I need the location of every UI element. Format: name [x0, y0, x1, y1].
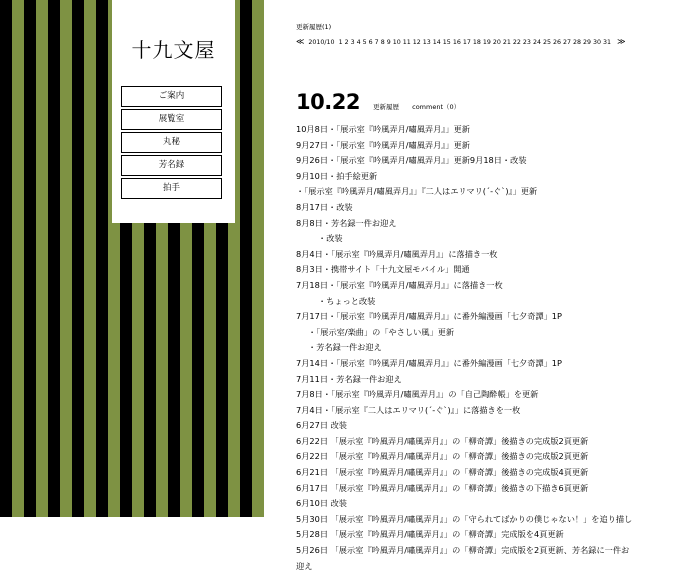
post-category-link[interactable]: 更新履歴: [373, 103, 400, 111]
day-link[interactable]: 30: [593, 39, 602, 46]
nav-month: 2010/10: [308, 39, 335, 46]
menu-item-guide[interactable]: ご案内: [121, 86, 222, 107]
day-link[interactable]: 17: [462, 39, 471, 46]
entry-line: ・芳名録一件お迎え: [308, 342, 382, 353]
entry-line: ・「展示室『吟風弄月/嘯風弄月』」『二人はエリマリ(´-ぐ`)』」更新: [296, 186, 538, 197]
prev-month-link[interactable]: ≪: [296, 37, 305, 46]
date-navigation: [296, 37, 627, 46]
day-link[interactable]: 21: [502, 39, 511, 46]
day-link[interactable]: 5: [362, 39, 367, 46]
day-link[interactable]: 7: [374, 39, 379, 46]
next-month-link[interactable]: ≫: [617, 37, 626, 46]
day-link[interactable]: 18: [472, 39, 481, 46]
day-link[interactable]: 2: [344, 39, 349, 46]
entry-line: 7月18日・「展示室『吟風弄月/嘯風弄月』」に落描き一枚: [296, 279, 503, 290]
menu-item-clap[interactable]: 拍手: [121, 178, 222, 199]
day-link[interactable]: 1: [338, 39, 343, 46]
entry-line: 6月17日 「展示室『吟風弄月/嘯風弄月』」の「柳奇譚」後描きの下描き6頁更新: [296, 482, 589, 493]
entry-line: 6月22日 「展示室『吟風弄月/嘯風弄月』」の「柳奇譚」後描きの完成版2頁更新: [296, 435, 589, 446]
day-link[interactable]: 20: [492, 39, 501, 46]
day-link[interactable]: 31: [603, 39, 612, 46]
entry-line: 9月10日・拍手絵更新: [296, 170, 378, 181]
entry-line: 5月30日 「展示室『吟風弄月/嘯風弄月』」の「守られてばかりの僕じゃない！」を追り描し: [296, 513, 633, 524]
post-comment-link[interactable]: comment（0）: [412, 103, 461, 111]
day-link[interactable]: 26: [552, 39, 561, 46]
entry-line: ・「展示室/楽曲」の「やさしい風」更新: [308, 326, 455, 337]
entry-line: 8月8日・芳名録一件お迎え: [296, 217, 397, 228]
entry-line: 6月22日 「展示室『吟風弄月/嘯風弄月』」の「柳奇譚」後描きの完成版2頁更新: [296, 451, 589, 462]
entry-line: 7月8日・「展示室『吟風弄月/嘯風弄月』」の「自己陶酔帳」を更新: [296, 389, 539, 400]
day-link[interactable]: 9: [386, 39, 391, 46]
entry-line: 9月27日・「展示室『吟風弄月/嘯風弄月』」更新: [296, 139, 470, 150]
site-title: 十九文屋: [131, 38, 216, 62]
day-link[interactable]: 24: [532, 39, 541, 46]
entry-list: [296, 122, 686, 574]
entry-line: 5月26日 「展示室『吟風弄月/嘯風弄月』」の「柳奇譚」完成版を2頁更新、芳名録に一件お: [296, 545, 630, 556]
day-link[interactable]: 6: [368, 39, 373, 46]
entry-line: 7月14日・「展示室『吟風弄月/嘯風弄月』」に番外編漫画「七夕奇譚」1P: [296, 357, 562, 368]
entry-line: 7月17日・「展示室『吟風弄月/嘯風弄月』」に番外編漫画「七夕奇譚」1P: [296, 311, 562, 322]
day-link[interactable]: 11: [402, 39, 411, 46]
day-link[interactable]: 13: [422, 39, 431, 46]
post-date: 10.22: [296, 90, 360, 114]
post-header: [296, 90, 460, 114]
entry-line: 7月11日・芳名録一件お迎え: [296, 373, 402, 384]
entry-line: 7月4日・「展示室『二人はエリマリ(´-ぐ`)』」に落描きを一枚: [296, 404, 521, 415]
day-link[interactable]: 3: [350, 39, 355, 46]
entry-line: ・改装: [318, 233, 343, 244]
sidebar-menu: [121, 86, 234, 201]
day-link[interactable]: 8: [380, 39, 385, 46]
entry-line: ・ちょっと改装: [318, 295, 376, 306]
entry-line: 6月21日 「展示室『吟風弄月/嘯風弄月』」の「柳奇譚」後描きの完成版4頁更新: [296, 467, 589, 478]
entry-line: 5月28日 「展示室『吟風弄月/嘯風弄月』」の「柳奇譚」完成版を4頁更新: [296, 529, 564, 540]
nav-days: [339, 39, 613, 46]
day-link[interactable]: 14: [432, 39, 441, 46]
update-history-link[interactable]: 更新履歴(1): [296, 23, 332, 31]
entry-line: 8月3日・携帯サイト「十九文屋モバイル」開通: [296, 264, 470, 275]
day-link[interactable]: 16: [452, 39, 461, 46]
entry-line: 6月27日 改装: [296, 420, 347, 431]
day-link[interactable]: 23: [522, 39, 531, 46]
entry-line: 9月26日・「展示室『吟風弄月/嘯風弄月』」更新9月18日・改装: [296, 155, 527, 166]
menu-item-secret[interactable]: 丸秘: [121, 132, 222, 153]
entry-line: 8月17日・改装: [296, 201, 353, 212]
sidebar-panel: [112, 0, 235, 223]
entry-line: 6月10日 改装: [296, 498, 347, 509]
entry-line: 8月4日・「展示室『吟風弄月/嘯風弄月』」に落描き一枚: [296, 248, 498, 259]
day-link[interactable]: 25: [542, 39, 551, 46]
entry-line: 迎え: [296, 560, 313, 571]
day-link[interactable]: 22: [512, 39, 521, 46]
day-link[interactable]: 29: [583, 39, 592, 46]
day-link[interactable]: 15: [442, 39, 451, 46]
day-link[interactable]: 10: [392, 39, 401, 46]
day-link[interactable]: 27: [562, 39, 571, 46]
menu-item-guestbook[interactable]: 芳名録: [121, 155, 222, 176]
day-link[interactable]: 28: [573, 39, 582, 46]
menu-item-gallery[interactable]: 展覧室: [121, 109, 222, 130]
day-link[interactable]: 12: [412, 39, 421, 46]
entry-line: 10月8日・「展示室『吟風弄月/嘯風弄月』」更新: [296, 124, 470, 134]
day-link[interactable]: 19: [482, 39, 491, 46]
day-link[interactable]: 4: [356, 39, 361, 46]
